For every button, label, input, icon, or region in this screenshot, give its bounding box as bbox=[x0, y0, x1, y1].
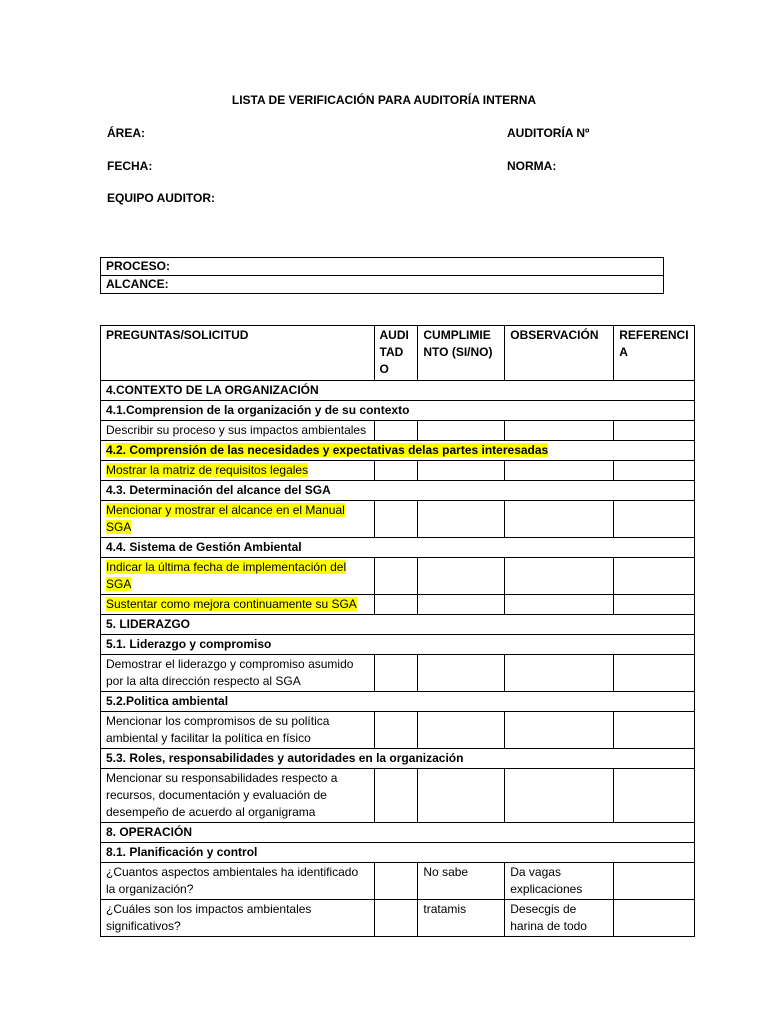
header-audited: AUDITADO bbox=[374, 326, 418, 381]
observation-cell bbox=[505, 461, 614, 481]
compliance-cell: No sabe bbox=[418, 863, 505, 900]
section-heading: 4.3. Determinación del alcance del SGA bbox=[101, 481, 695, 501]
question-cell: Mencionar los compromisos de su política ambiental y facilitar la política en físico bbox=[101, 712, 375, 749]
header-compliance: CUMPLIMIENTO (SI/NO) bbox=[418, 326, 505, 381]
section-heading: 5.1. Liderazgo y compromiso bbox=[101, 635, 695, 655]
header-observation: OBSERVACIÓN bbox=[505, 326, 614, 381]
question-cell: ¿Cuantos aspectos ambientales ha identificado la organización? bbox=[101, 863, 375, 900]
observation-cell bbox=[505, 712, 614, 749]
observation-cell bbox=[505, 501, 614, 538]
observation-cell bbox=[505, 655, 614, 692]
question-cell: Mencionar su responsabilidades respecto a recursos, documentación y evaluación de desempeño de acuerdo al organigrama bbox=[101, 769, 375, 823]
reference-cell bbox=[614, 501, 695, 538]
section-row bbox=[101, 823, 695, 843]
reference-cell bbox=[614, 863, 695, 900]
table-row bbox=[101, 558, 695, 595]
question-cell: Describir su proceso y sus impactos ambientales bbox=[101, 421, 375, 441]
section-row bbox=[101, 692, 695, 712]
observation-cell bbox=[505, 558, 614, 595]
table-row bbox=[101, 900, 695, 937]
area-label: ÁREA: bbox=[107, 126, 145, 140]
compliance-cell bbox=[418, 655, 505, 692]
standard-label: NORMA: bbox=[507, 159, 557, 173]
audited-cell bbox=[374, 655, 418, 692]
section-heading: 4.4. Sistema de Gestión Ambiental bbox=[101, 538, 695, 558]
audited-cell bbox=[374, 769, 418, 823]
compliance-cell bbox=[418, 421, 505, 441]
compliance-cell bbox=[418, 558, 505, 595]
question-cell: Mostrar la matriz de requisitos legales bbox=[101, 461, 375, 481]
observation-cell bbox=[505, 595, 614, 615]
date-label: FECHA: bbox=[107, 159, 153, 173]
reference-cell bbox=[614, 655, 695, 692]
question-cell: Indicar la última fecha de implementación del SGA bbox=[101, 558, 375, 595]
reference-cell bbox=[614, 900, 695, 937]
question-cell: Sustentar como mejora continuamente su SGA bbox=[101, 595, 375, 615]
checklist-table bbox=[100, 325, 695, 937]
table-row bbox=[101, 421, 695, 441]
section-row bbox=[101, 615, 695, 635]
section-row bbox=[101, 749, 695, 769]
reference-cell bbox=[614, 461, 695, 481]
audited-cell bbox=[374, 595, 418, 615]
table-row bbox=[101, 461, 695, 481]
table-row bbox=[101, 655, 695, 692]
section-row bbox=[101, 843, 695, 863]
compliance-cell bbox=[418, 501, 505, 538]
question-cell: Demostrar el liderazgo y compromiso asumido por la alta dirección respecto al SGA bbox=[101, 655, 375, 692]
audited-cell bbox=[374, 712, 418, 749]
section-row bbox=[101, 381, 695, 401]
section-heading: 8. OPERACIÓN bbox=[101, 823, 695, 843]
table-row bbox=[101, 712, 695, 749]
audit-team-label: EQUIPO AUDITOR: bbox=[107, 191, 216, 205]
compliance-cell bbox=[418, 595, 505, 615]
audit-number-label: AUDITORÍA Nº bbox=[507, 126, 590, 140]
audited-cell bbox=[374, 421, 418, 441]
reference-cell bbox=[614, 421, 695, 441]
reference-cell bbox=[614, 769, 695, 823]
section-row bbox=[101, 481, 695, 501]
checklist-header-row bbox=[101, 326, 695, 381]
scope-label: ALCANCE: bbox=[101, 276, 664, 294]
section-heading: 4.2. Comprensión de las necesidades y expectativas delas partes interesadas bbox=[101, 441, 695, 461]
section-heading: 4.CONTEXTO DE LA ORGANIZACIÓN bbox=[101, 381, 695, 401]
observation-cell: Desecgis de harina de todo bbox=[505, 900, 614, 937]
section-heading: 4.1.Comprension de la organización y de su contexto bbox=[101, 401, 695, 421]
reference-cell bbox=[614, 595, 695, 615]
section-row bbox=[101, 441, 695, 461]
scope-row bbox=[101, 276, 664, 294]
audited-cell bbox=[374, 900, 418, 937]
section-heading: 5. LIDERAZGO bbox=[101, 615, 695, 635]
table-row bbox=[101, 769, 695, 823]
observation-cell bbox=[505, 421, 614, 441]
compliance-cell bbox=[418, 461, 505, 481]
process-label: PROCESO: bbox=[101, 258, 664, 276]
section-heading: 5.2.Politica ambiental bbox=[101, 692, 695, 712]
section-row bbox=[101, 401, 695, 421]
table-row bbox=[101, 501, 695, 538]
observation-cell: Da vagas explicaciones bbox=[505, 863, 614, 900]
section-row bbox=[101, 635, 695, 655]
observation-cell bbox=[505, 769, 614, 823]
section-heading: 8.1. Planificación y control bbox=[101, 843, 695, 863]
question-cell: ¿Cuáles son los impactos ambientales significativos? bbox=[101, 900, 375, 937]
section-row bbox=[101, 538, 695, 558]
audited-cell bbox=[374, 863, 418, 900]
process-table bbox=[100, 257, 664, 294]
document-title: LISTA DE VERIFICACIÓN PARA AUDITORÍA INTERNA bbox=[231, 93, 537, 107]
table-row bbox=[101, 595, 695, 615]
question-cell: Mencionar y mostrar el alcance en el Manual SGA bbox=[101, 501, 375, 538]
reference-cell bbox=[614, 558, 695, 595]
table-row bbox=[101, 863, 695, 900]
section-heading: 5.3. Roles, responsabilidades y autoridades en la organización bbox=[101, 749, 695, 769]
header-reference: REFERENCIA bbox=[614, 326, 695, 381]
audited-cell bbox=[374, 558, 418, 595]
audited-cell bbox=[374, 461, 418, 481]
compliance-cell: tratamis bbox=[418, 900, 505, 937]
compliance-cell bbox=[418, 769, 505, 823]
compliance-cell bbox=[418, 712, 505, 749]
header-questions: PREGUNTAS/SOLICITUD bbox=[101, 326, 375, 381]
audited-cell bbox=[374, 501, 418, 538]
process-row bbox=[101, 258, 664, 276]
reference-cell bbox=[614, 712, 695, 749]
